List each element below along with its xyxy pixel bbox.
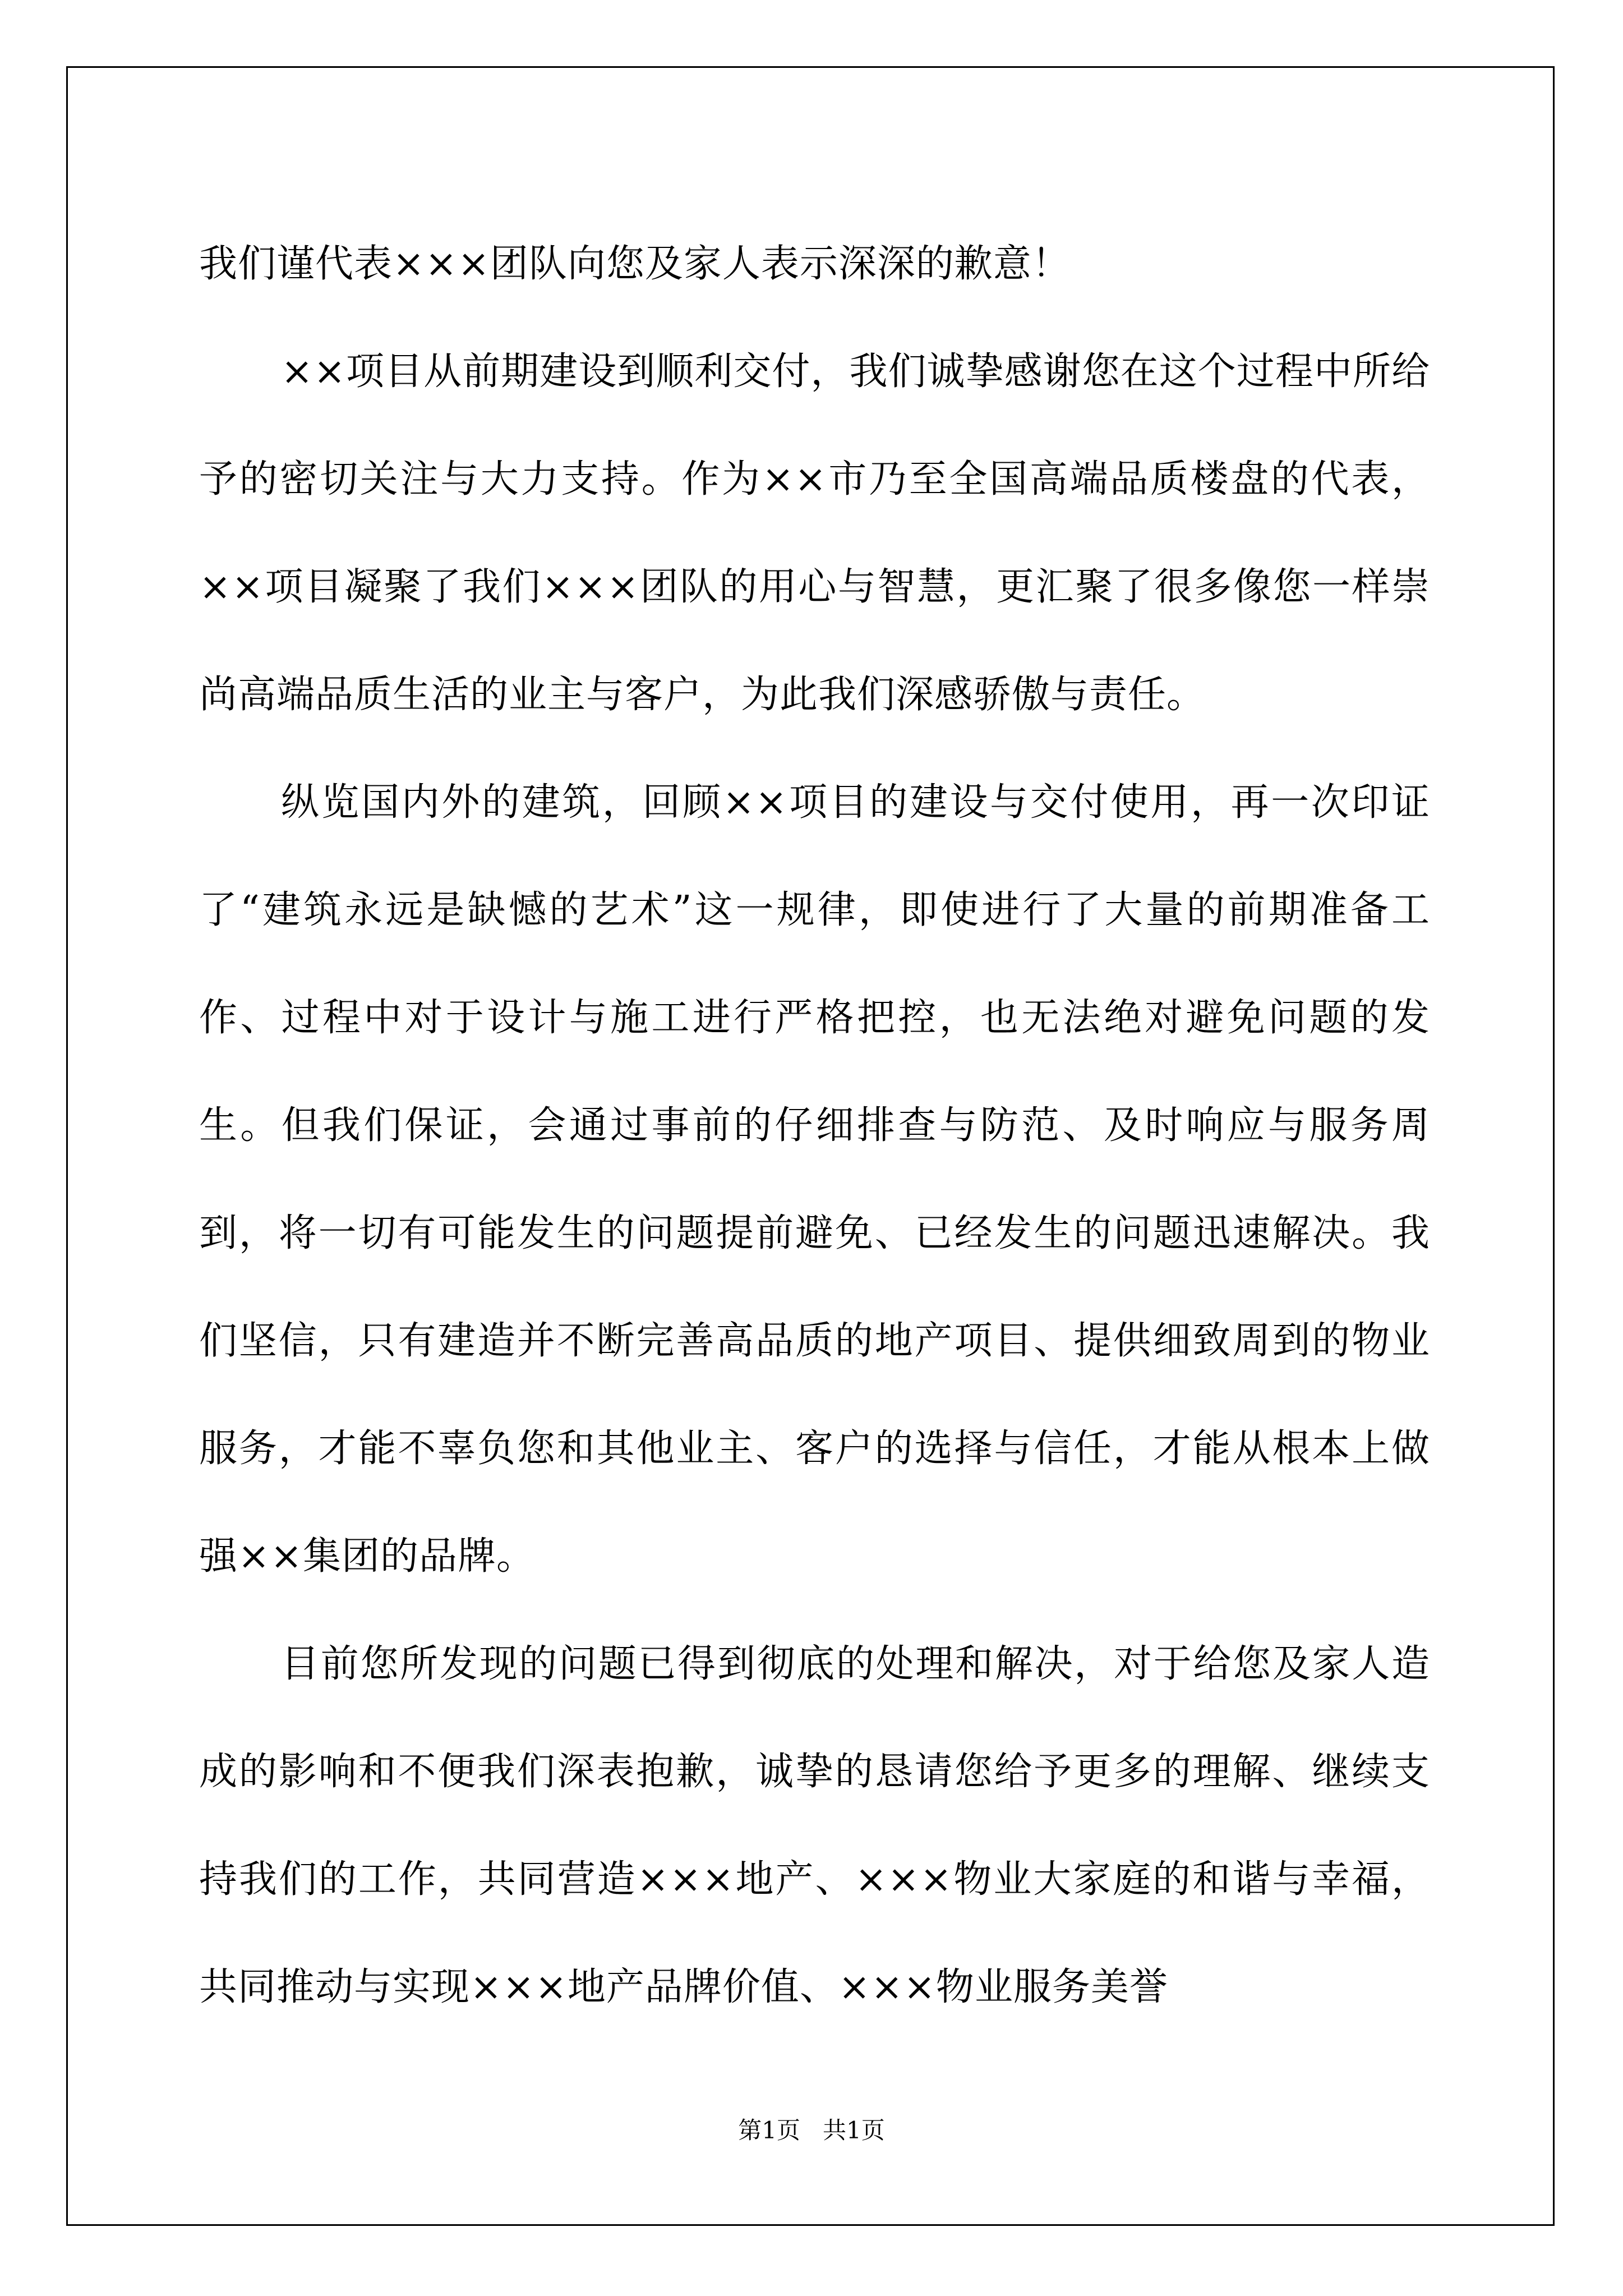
paragraph-resolution: 目前您所发现的问题已得到彻底的处理和解决，对于给您及家人造成的影响和不便我们深表抱歉，诚挚的恳请您给予更多的理解、继续支持我们的工作，共同营造×××地产、×××物业大家庭的和谐与幸福，共同推动与实现×××地产品牌价值、×××物业服务美誉	[199, 1642, 1430, 2009]
paragraph-gratitude: ××项目从前期建设到顺利交付，我们诚挚感谢您在这个过程中所给予的密切关注与大力支持。作为××市乃至全国高端品质楼盘的代表，××项目凝聚了我们×××团队的用心与智慧，更汇聚了很多像您一样崇尚高端品质生活的业主与客户，为此我们深感骄傲与责任。	[199, 349, 1430, 717]
paragraph-opening: 我们谨代表×××团队向您及家人表示深深的歉意！	[199, 242, 1071, 286]
page-footer	[0, 2114, 1623, 2147]
page-number: 第1页	[738, 2116, 800, 2144]
letter-body	[199, 210, 1430, 2041]
paragraph-assurance: 纵览国内外的建筑，回顾××项目的建设与交付使用，再一次印证了“建筑永远是缺憾的艺术”这一规律，即使进行了大量的前期准备工作、过程中对于设计与施工进行严格把控，也无法绝对避免问题的发生。但我们保证，会通过事前的仔细排查与防范、及时响应与服务周到，将一切有可能发生的问题提前避免、已经发生的问题迅速解决。我们坚信，只有建造并不断完善高品质的地产项目、提供细致周到的物业服务，才能不辜负您和其他业主、客户的选择与信任，才能从根本上做强××集团的品牌。	[199, 780, 1430, 1579]
page-total: 共1页	[823, 2116, 885, 2144]
